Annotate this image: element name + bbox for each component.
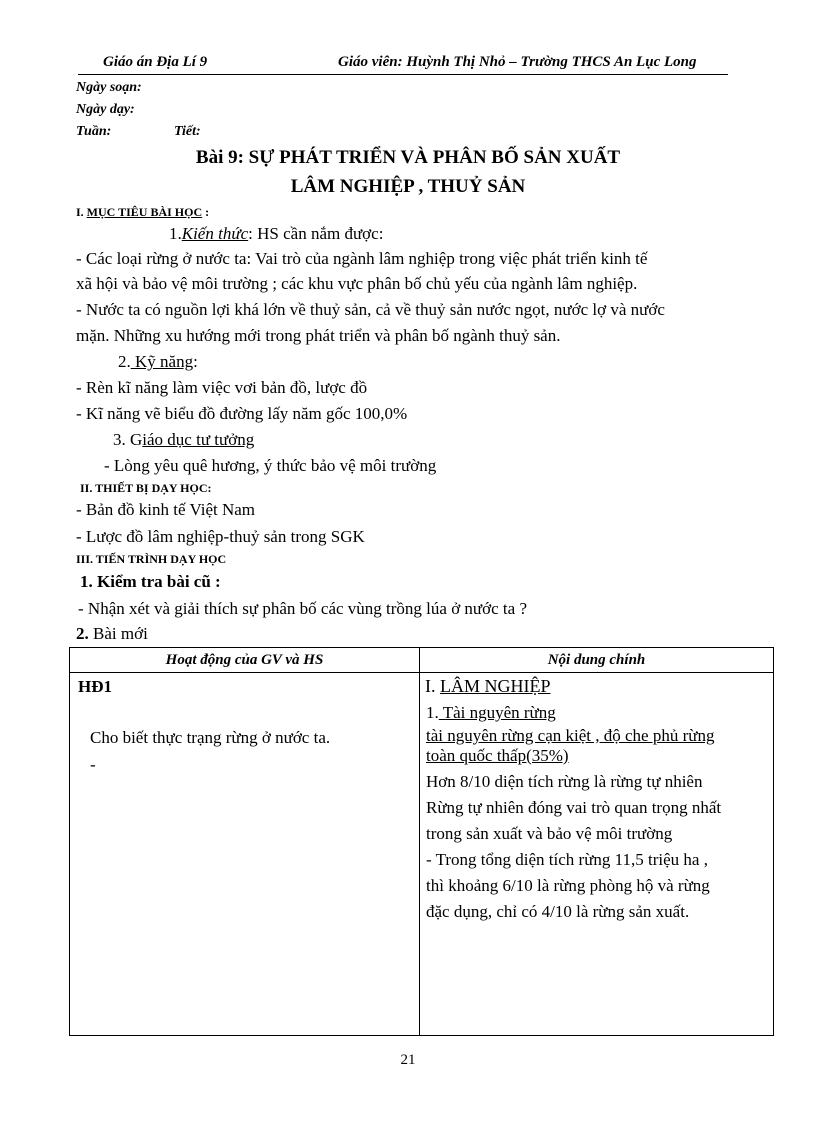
lesson-table xyxy=(69,647,774,1036)
section-2-heading: II. THIẾT BỊ DẠY HỌC: xyxy=(80,481,212,495)
content-subheading-text: Tài nguyên rừng xyxy=(438,703,556,722)
header-rule xyxy=(78,74,728,75)
table-header-content: Nội dung chính xyxy=(420,648,774,673)
activities-cell xyxy=(70,673,420,1036)
ky-nang-text-1: - Rèn kĩ năng làm việc vơi bản đồ, lược đồ xyxy=(76,378,368,397)
ky-nang-colon: : xyxy=(193,352,198,371)
content-subheading-num: 1. xyxy=(426,703,439,722)
giao-duc-num: 3. G xyxy=(113,430,143,449)
kien-thuc-label: Kiến thức xyxy=(181,224,249,243)
kiem-tra-bai-cu: 1. Kiểm tra bài cũ : xyxy=(80,572,221,591)
activities-cell-body xyxy=(70,673,419,1035)
content-underlined-1: tài nguyên rừng cạn kiệt , độ che phủ rừng xyxy=(426,726,715,745)
ngay-day-label: Ngày dạy: xyxy=(76,102,135,117)
content-text-4: - Trong tổng diện tích rừng 11,5 triệu ha , xyxy=(426,850,708,869)
section-3-heading: III. TIẾN TRÌNH DẠY HỌC xyxy=(76,552,227,566)
page-number: 21 xyxy=(400,1052,416,1068)
giao-duc-line xyxy=(113,430,254,450)
content-text-6: đặc dụng, chỉ có 4/10 là rừng sản xuất. xyxy=(426,902,690,921)
kien-thuc-num: 1. xyxy=(169,224,182,243)
table-header-activities: Hoạt động của GV và HS xyxy=(70,648,420,673)
content-underlined-2: toàn quốc thấp(35%) xyxy=(426,746,569,765)
bai-moi-num: 2. xyxy=(76,624,89,643)
giao-duc-label: iáo dục tư tưởng xyxy=(142,430,255,449)
tuan-label: Tuần: xyxy=(76,124,112,139)
activity-question: Cho biết thực trạng rừng ở nước ta. xyxy=(90,728,331,747)
bai-moi-text: Bài mới xyxy=(88,624,148,643)
kien-thuc-text-4: mặn. Những xu hướng mới trong phát triển và phân bố ngành thuỷ sản. xyxy=(76,326,561,345)
thiet-bi-2: - Lược đồ lâm nghiệp-thuỷ sản trong SGK xyxy=(76,527,365,546)
activity-dash: - xyxy=(90,755,96,774)
header-left: Giáo án Địa Lí 9 xyxy=(103,54,208,70)
header-right: Giáo viên: Huỳnh Thị Nhỏ – Trường THCS An Lục Long xyxy=(338,54,697,70)
ky-nang-num: 2. xyxy=(118,352,131,371)
ngay-soan-label: Ngày soạn: xyxy=(76,80,142,95)
ky-nang-text-2: - Kĩ năng vẽ biểu đồ đường lấy năm gốc 100,0% xyxy=(76,404,408,423)
content-heading-text: LÂM NGHIỆP xyxy=(440,676,551,696)
section-1-heading: I. MỤC TIÊU BÀI HỌC : xyxy=(76,205,210,219)
content-text-5: thì khoảng 6/10 là rừng phòng hộ và rừng xyxy=(426,876,710,895)
section-1-heading-text: MỤC TIÊU BÀI HỌC xyxy=(86,205,203,219)
ky-nang-label: Kỹ năng xyxy=(130,352,194,371)
lesson-title-line1: Bài 9: SỰ PHÁT TRIỂN VÀ PHÂN BỐ SẢN XUẤT xyxy=(195,147,621,168)
kien-thuc-rest: : HS cần nắm được: xyxy=(248,224,384,243)
content-text-2: Rừng tự nhiên đóng vai trò quan trọng nhất xyxy=(426,798,722,817)
content-text-3: trong sản xuất và bảo vệ môi trường xyxy=(426,824,673,843)
kien-thuc-line xyxy=(169,224,383,244)
content-subheading xyxy=(426,703,556,723)
content-cell xyxy=(420,673,774,1036)
ky-nang-line xyxy=(118,352,198,372)
kien-thuc-text-3: - Nước ta có nguồn lợi khá lớn về thuỷ sản, cả về thuỷ sản nước ngọt, nước lợ và nước xyxy=(76,300,665,319)
content-cell-body xyxy=(420,673,773,1035)
kien-thuc-text-1: - Các loại rừng ở nước ta: Vai trò của ngành lâm nghiệp trong việc phát triển kinh tế xyxy=(76,249,648,268)
kien-thuc-text-2: xã hội và bảo vệ môi trường ; các khu vực phân bố chủ yếu của ngành lâm nghiệp. xyxy=(76,274,638,293)
content-heading: I. LÂM NGHIỆP xyxy=(425,676,551,696)
giao-duc-text-1: - Lòng yêu quê hương, ý thức bảo vệ môi trường xyxy=(104,456,437,475)
bai-moi-line xyxy=(76,624,148,644)
content-text-1: Hơn 8/10 diện tích rừng là rừng tự nhiên xyxy=(426,772,703,791)
kiem-tra-question: - Nhận xét và giải thích sự phân bố các vùng trồng lúa ở nước ta ? xyxy=(78,599,527,618)
activity-hd1: HĐ1 xyxy=(78,677,112,696)
thiet-bi-1: - Bản đồ kinh tế Việt Nam xyxy=(76,500,256,519)
tiet-label: Tiết: xyxy=(174,124,201,139)
lesson-title-line2: LÂM NGHIỆP , THUỶ SẢN xyxy=(290,176,526,197)
